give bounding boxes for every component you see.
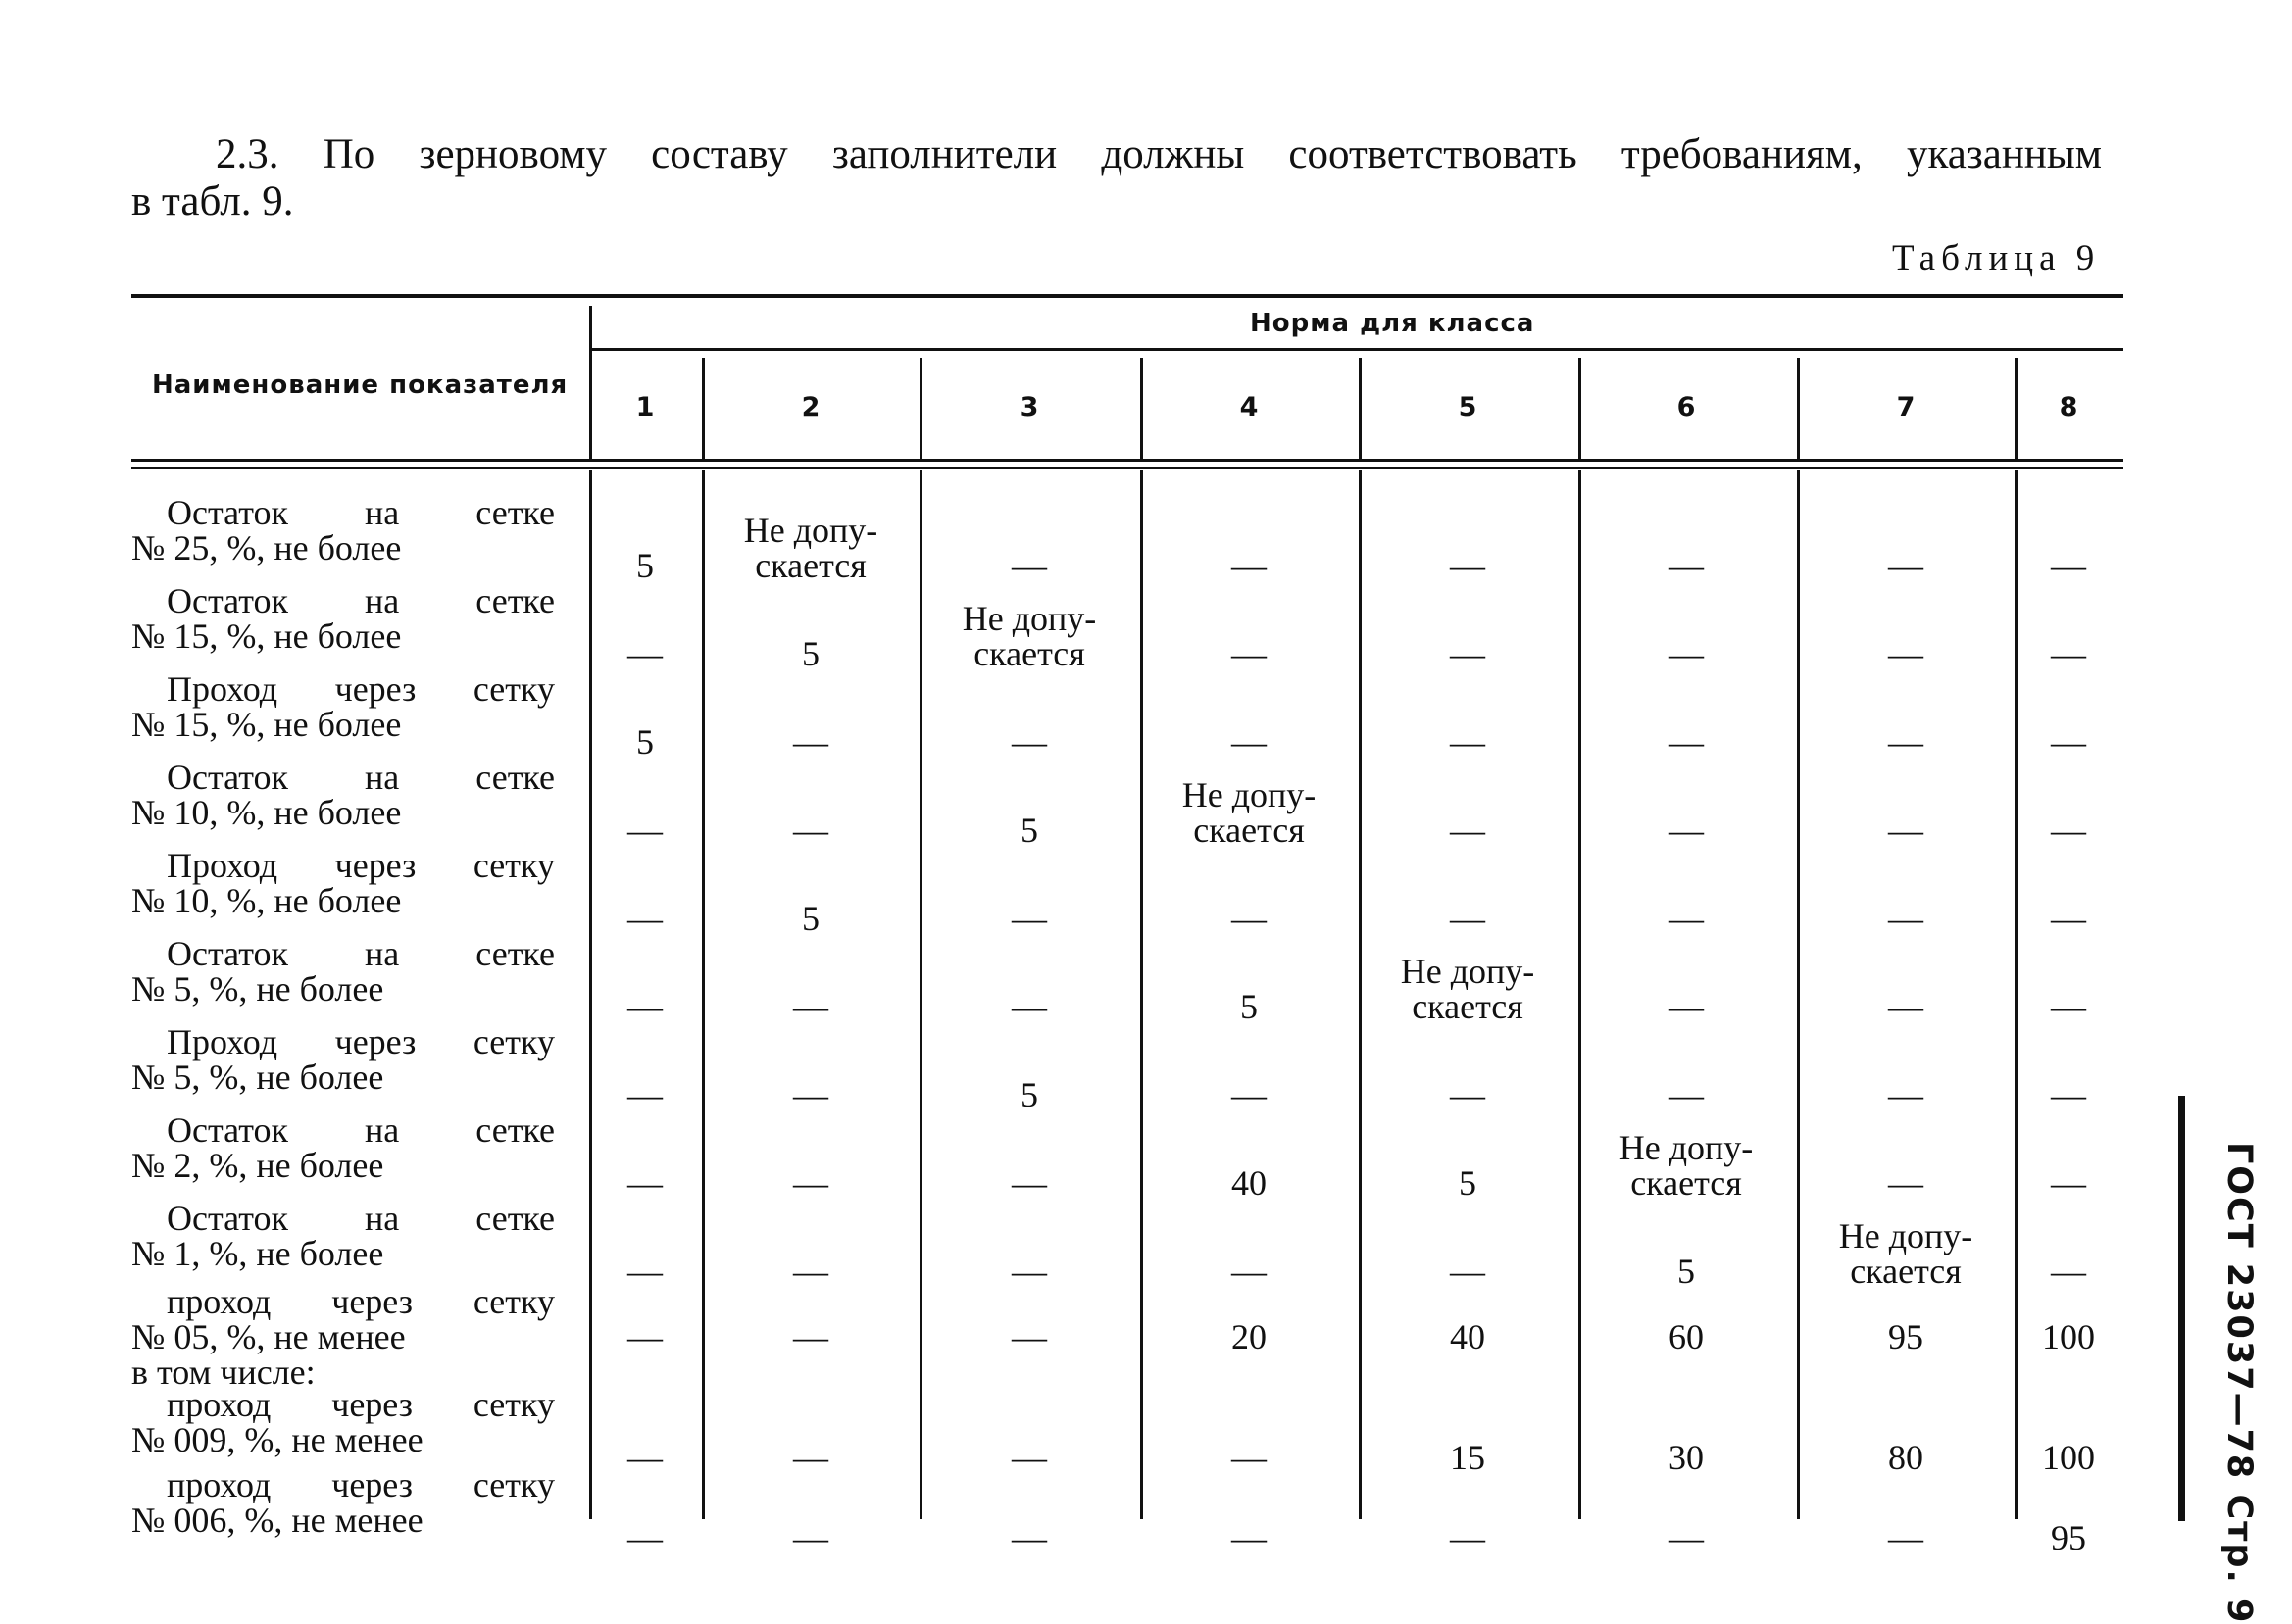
intro-line-1: 2.3. По зерновому составу заполнители должны соответствовать требованиям, указанным [216,131,2102,177]
cell-class-2: — [793,1163,828,1203]
cell-class-8: — [2051,634,2086,673]
cell-class-3: — [1012,546,1047,585]
table-row [0,495,2292,583]
cell-class-5: — [1450,1518,1485,1557]
table-row [0,583,2292,671]
cell-class-3: — [1012,1317,1047,1356]
header-column-divider [1797,358,1800,459]
cell-class-3: — [1012,1518,1047,1557]
cell-class-6: — [1669,811,1704,850]
cell-class-2: — [793,811,828,850]
cell-class-4: — [1231,1438,1267,1477]
cell-class-1: — [627,811,663,850]
cell-class-6: 30 [1669,1438,1704,1477]
cell-class-5: — [1450,634,1485,673]
cell-class-2: — [793,1075,828,1114]
class-number-1: 1 [635,392,655,422]
row-name-line-2: № 05, %, не менее [131,1317,406,1356]
cell-class-6: — [1669,987,1704,1026]
cell-class-6: Не допу- скается [1619,1128,1754,1203]
cell-class-4: — [1231,546,1267,585]
cell-class-7: — [1888,722,1923,762]
cell-class-6: 60 [1669,1317,1704,1356]
row-name-line-1: Остаток на сетке [167,1110,555,1150]
cell-class-3: 5 [1021,1075,1038,1114]
row-name-line-1: проход через сетку [167,1385,555,1424]
row-name-line-1: Остаток на сетке [167,1199,555,1238]
cell-class-8: — [2051,1163,2086,1203]
cell-class-8: 100 [2042,1317,2095,1356]
class-number-3: 3 [1020,392,1039,422]
cell-class-3: — [1012,987,1047,1026]
cell-class-8: — [2051,546,2086,585]
row-indicator-name [131,583,555,654]
intro-paragraph [131,131,2102,225]
class-number-5: 5 [1458,392,1477,422]
cell-class-8: — [2051,899,2086,938]
row-name-line-1: Проход через сетку [167,846,555,885]
cell-class-1: — [627,1163,663,1203]
row-name-line-2: № 15, %, не более [131,616,402,656]
table-row [0,1112,2292,1201]
cell-class-4: — [1231,1075,1267,1114]
header-column-divider [920,358,922,459]
row-name-line-2: № 006, %, не менее [131,1501,424,1540]
cell-class-7: 80 [1888,1438,1923,1477]
side-marker-bar [2178,1096,2185,1521]
cell-class-5: 40 [1450,1317,1485,1356]
cell-class-4: — [1231,634,1267,673]
cell-class-3: — [1012,722,1047,762]
cell-class-2: — [793,1518,828,1557]
row-name-line-1: проход через сетку [167,1282,555,1321]
cell-class-5: — [1450,899,1485,938]
cell-class-8: — [2051,811,2086,850]
row-name-line-1: Проход через сетку [167,669,555,709]
row-name-line-1: Проход через сетку [167,1022,555,1061]
row-name-line-3: в том числе: [131,1353,316,1392]
cell-class-4: — [1231,899,1267,938]
cell-class-2: — [793,987,828,1026]
cell-class-1: — [627,1075,663,1114]
row-name-line-2: № 5, %, не более [131,969,384,1009]
cell-class-5: 15 [1450,1438,1485,1477]
cell-class-6: — [1669,1518,1704,1557]
cell-class-7: — [1888,546,1923,585]
cell-class-1: — [627,899,663,938]
cell-class-4: — [1231,1252,1267,1291]
row-indicator-name [131,671,555,742]
table-row [0,936,2292,1024]
cell-class-7: 95 [1888,1317,1923,1356]
cell-class-8: — [2051,1252,2086,1291]
table-row [0,671,2292,760]
row-name-line-1: Остаток на сетке [167,581,555,620]
intro-line-2: в табл. 9. [131,178,294,224]
cell-class-6: 5 [1677,1252,1695,1291]
class-number-7: 7 [1896,392,1916,422]
cell-class-2: — [793,1252,828,1291]
header-bottom-rule-2 [131,467,2123,469]
row-name-line-1: Остаток на сетке [167,758,555,797]
cell-class-1: 5 [636,722,654,762]
row-name-line-1: Остаток на сетке [167,493,555,532]
norm-header-rule [592,348,2123,351]
header-column-divider [1140,358,1143,459]
cell-class-7: — [1888,1163,1923,1203]
cell-class-2: — [793,1438,828,1477]
cell-class-8: — [2051,1075,2086,1114]
row-name-line-2: № 009, %, не менее [131,1420,424,1459]
cell-class-4: Не допу- скается [1181,775,1317,850]
row-indicator-name [131,1284,555,1390]
cell-class-4: — [1231,722,1267,762]
header-bottom-rule-1 [131,459,2123,462]
name-column-divider [589,306,592,459]
table-row [0,760,2292,848]
cell-class-3: — [1012,899,1047,938]
cell-class-1: — [627,1518,663,1557]
cell-class-1: — [627,1438,663,1477]
row-indicator-name [131,1112,555,1183]
row-indicator-name [131,936,555,1007]
cell-class-2: Не допу- скается [743,511,878,585]
header-column-divider [1359,358,1362,459]
row-indicator-name [131,1024,555,1095]
cell-class-1: — [627,634,663,673]
cell-class-3: Не допу- скается [962,599,1097,673]
cell-class-5: — [1450,722,1485,762]
cell-class-8: — [2051,722,2086,762]
class-number-2: 2 [801,392,821,422]
header-column-divider [702,358,705,459]
cell-class-7: — [1888,811,1923,850]
class-number-6: 6 [1676,392,1696,422]
row-indicator-name [131,848,555,918]
row-name-line-2: № 15, %, не более [131,705,402,744]
class-number-8: 8 [2059,392,2078,422]
cell-class-8: 100 [2042,1438,2095,1477]
table-row [0,848,2292,936]
row-name-line-2: № 10, %, не более [131,881,402,920]
cell-class-5: — [1450,1075,1485,1114]
side-page-marker: ГОСТ 23037—78 Стр. 9 [2219,1142,2259,1624]
cell-class-7: — [1888,987,1923,1026]
row-name-line-1: Остаток на сетке [167,934,555,973]
cell-class-5: — [1450,811,1485,850]
cell-class-5: 5 [1459,1163,1476,1203]
row-indicator-name [131,760,555,830]
cell-class-6: — [1669,899,1704,938]
header-column-divider [2015,358,2018,459]
table-row [0,1282,2292,1392]
cell-class-1: 5 [636,546,654,585]
cell-class-1: — [627,1252,663,1291]
cell-class-3: — [1012,1163,1047,1203]
cell-class-2: — [793,722,828,762]
class-number-4: 4 [1239,392,1259,422]
cell-class-7: — [1888,1075,1923,1114]
row-name-line-2: № 2, %, не более [131,1146,384,1185]
row-name-line-1: проход через сетку [167,1465,555,1504]
table-top-rule [131,294,2123,298]
cell-class-2: 5 [802,634,820,673]
cell-class-6: — [1669,546,1704,585]
cell-class-1: — [627,987,663,1026]
row-name-line-2: № 1, %, не более [131,1234,384,1273]
row-name-line-2: № 10, %, не более [131,793,402,832]
cell-class-4: 20 [1231,1317,1267,1356]
cell-class-6: — [1669,634,1704,673]
cell-class-5: — [1450,1252,1485,1291]
cell-class-5: Не допу- скается [1400,952,1535,1026]
cell-class-5: — [1450,546,1485,585]
cell-class-4: 40 [1231,1163,1267,1203]
table-caption: Таблица 9 [1892,238,2101,278]
cell-class-7: — [1888,634,1923,673]
cell-class-7: — [1888,1518,1923,1557]
cell-class-6: — [1669,722,1704,762]
cell-class-2: — [793,1317,828,1356]
row-name-line-2: № 5, %, не более [131,1058,384,1097]
header-column-divider [1578,358,1581,459]
header-indicator-name: Наименование показателя [152,370,569,400]
row-indicator-name [131,1467,555,1538]
cell-class-7: Не допу- скается [1838,1216,1973,1291]
row-indicator-name [131,495,555,566]
cell-class-3: 5 [1021,811,1038,850]
cell-class-6: — [1669,1075,1704,1114]
cell-class-4: — [1231,1518,1267,1557]
cell-class-8: — [2051,987,2086,1026]
cell-class-3: — [1012,1438,1047,1477]
table-row [0,1024,2292,1112]
table-row [0,1387,2292,1475]
cell-class-2: 5 [802,899,820,938]
cell-class-4: 5 [1240,987,1258,1026]
row-indicator-name [131,1387,555,1457]
table-row [0,1201,2292,1289]
cell-class-7: — [1888,899,1923,938]
row-name-line-2: № 25, %, не более [131,528,402,567]
cell-class-3: — [1012,1252,1047,1291]
cell-class-8: 95 [2051,1518,2086,1557]
cell-class-1: — [627,1317,663,1356]
header-norm-for-class: Норма для класса [1250,309,1535,338]
row-indicator-name [131,1201,555,1271]
table-row [0,1467,2292,1555]
